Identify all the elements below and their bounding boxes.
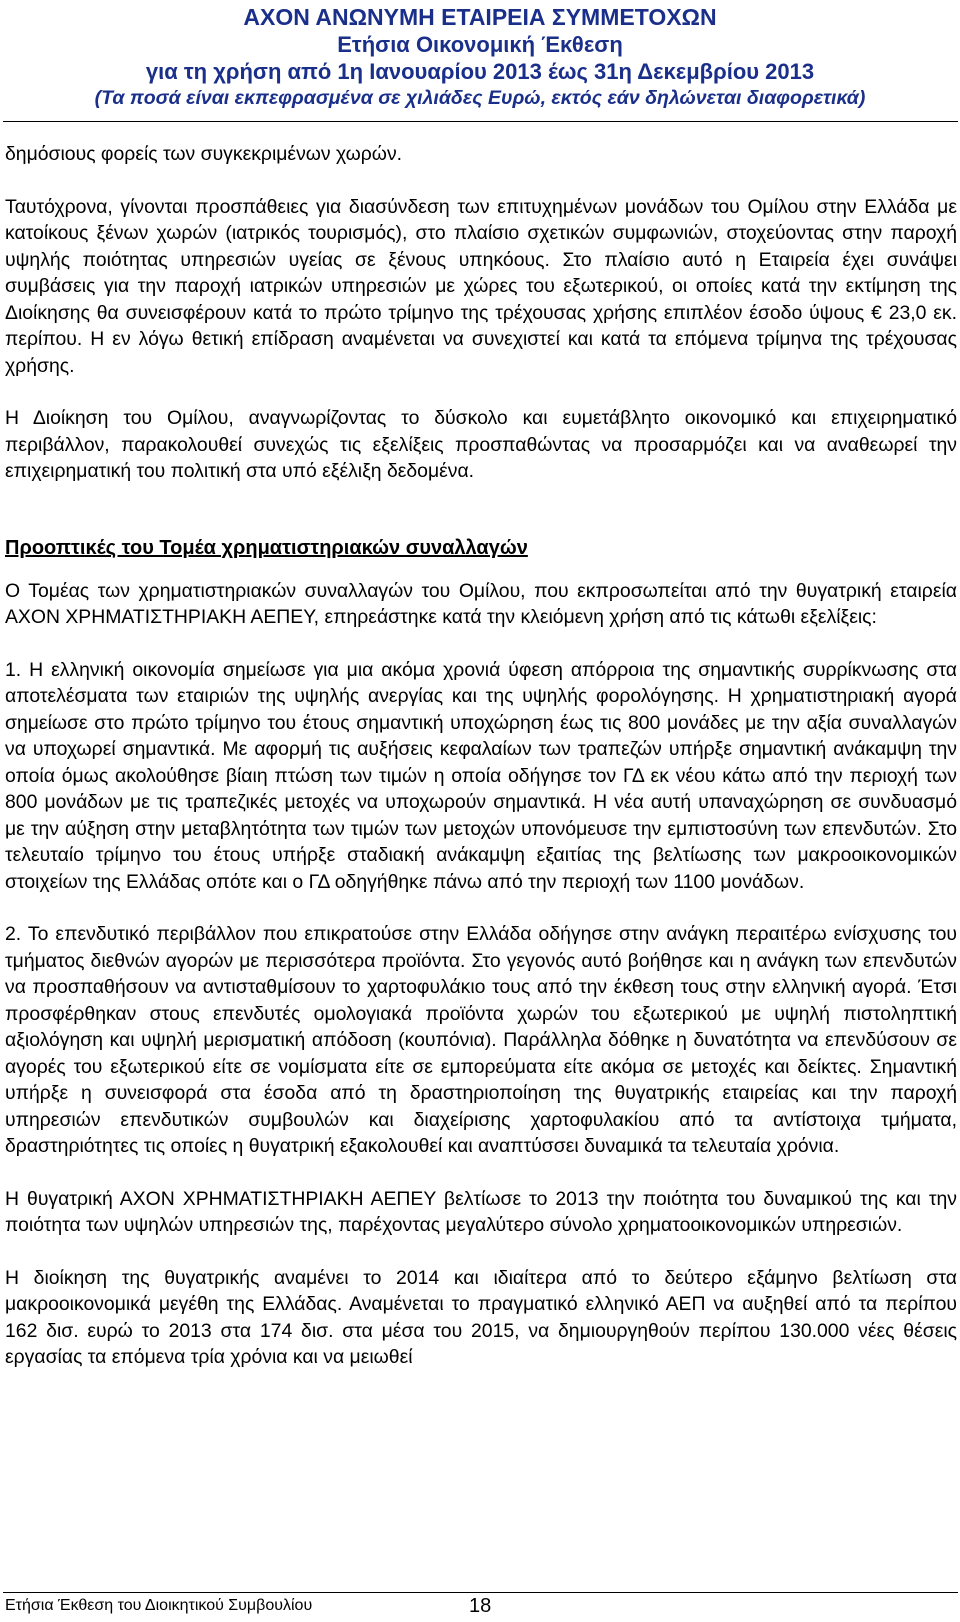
paragraph-management-monitoring: Η Διοίκηση του Ομίλου, αναγνωρίζοντας το δύσκολο και ευμετάβλητο οικονομικό και επιχειρηματικό περιβάλλον, παρακολουθεί συνεχώς τις εξελίξεις προσπαθώντας να προσαρμόζει και να αναθεωρεί την επιχειρηματική του πολιτική στα υπό εξέλιξη δεδομένα. bbox=[5, 407, 957, 482]
company-name: ΑΧΟΝ ΑΝΩΝΥΜΗ ΕΤΑΙΡΕΙΑ ΣΥΜΜΕΤΟΧΩΝ bbox=[243, 4, 717, 30]
paragraph-point-2: 2. Το επενδυτικό περιβάλλον που επικρατούσε στην Ελλάδα οδήγησε στην ανάγκη περαιτέρω ενίσχυσης του τμήματος διεθνών αγορών με περισσότερα προϊόντα. Στο γεγονός αυτό βοήθησε και η ανάγκη των επενδυτών να προσπαθήσουν να αντισταθμίσουν το χαρτοφυλάκιο τους από την έκθεση τους στην ελληνική αγορά. Έτσι προσφέρθηκαν στους επενδυτές ομολογιακά προϊόντα χωρών του εξωτερικού με υψηλή πιστοληπτική αξιολόγηση και υψηλή μερισματική απόδοση (κουπόνια). Παράλληλα δόθηκε η δυνατότητα να επενδύσουν σε αγορές του εξωτερικού είτε σε νομίσματα είτε σε εμπορεύματα είτε ακόμα σε μετοχές και δείκτες. Σημαντική υπήρξε η συνεισφορά στα έσοδα από τη δραστηριοποίηση της θυγατρικής εταιρείας και την παροχή υπηρεσιών επενδυτικών συμβουλών και διαχείρισης χαρτοφυλακίου από τα αντίστοιχα τμήματα, δραστηριότητες τις οποίες η θυγατρική εξακολουθεί και αναπτύσσει δυναμικά τα τελευταία χρόνια. bbox=[5, 923, 957, 1157]
paragraph-continuation: δημόσιους φορείς των συγκεκριμένων χωρών. bbox=[5, 143, 403, 165]
footer-label: Ετήσια Έκθεση του Διοικητικού Συμβουλίου bbox=[5, 1597, 313, 1614]
currency-note: (Τα ποσά είναι εκπεφρασμένα σε χιλιάδες Ευρώ, εκτός εάν δηλώνεται διαφορετικά) bbox=[94, 87, 866, 109]
header-divider bbox=[3, 121, 958, 122]
report-period: για τη χρήση από 1η Ιανουαρίου 2013 έως 31η Δεκεμβρίου 2013 bbox=[145, 59, 815, 84]
report-title: Ετήσια Οικονομική Έκθεση bbox=[337, 32, 623, 57]
paragraph-point-1: 1. Η ελληνική οικονομία σημείωσε για μια ακόμα χρονιά ύφεση απόρροια της σημαντικής συρρίκνωσης στα αποτελέσματα των εταιριών της υψηλής ανεργίας και της υψηλής φορολόγησης. Η χρηματιστηριακή αγορά σημείωσε στο πρώτο τρίμηνο του έτους σημαντική υποχώρηση έως τις 800 μονάδες με την αξία συναλλαγών να υποχωρεί σημαντικά. Με αφορμή τις αυξήσεις κεφαλαίων των τραπεζών υπήρξε σημαντική ανάκαμψη την οποία όμως ακολούθησε βίαιη πτώση των τιμών η οποία οδήγησε τον ΓΔ εκ νέου κάτω από την περιοχή των 800 μονάδων με τις τραπεζικές μετοχές να υποχωρούν σημαντικά. Η νέα αυτή υπαναχώρηση σε συνδυασμό με την αύξηση στην μεταβλητότητα των τιμών των μετοχών υπονόμευσε την εμπιστοσύνη των επενδυτών. Στο τελευταίο τρίμηνο του έτους υπήρξε σταδιακή ανάκαμψη εξαιτίας της βελτίωσης των μακροοικονομικών στοιχείων της Ελλάδας οπότε και ο ΓΔ οδηγήθηκε πάνω από την περιοχή των 1100 μονάδων. bbox=[5, 658, 957, 893]
section-heading: Προοπτικές του Τομέα χρηματιστηριακών συναλλαγών bbox=[5, 536, 528, 559]
page-number: 18 bbox=[469, 1595, 492, 1617]
document-header bbox=[0, 4, 960, 112]
paragraph-subsidiary-improvement: Η θυγατρική ΑΧΟΝ ΧΡΗΜΑΤΙΣΤΗΡΙΑΚΗ ΑΕΠΕΥ βελτίωσε το 2013 την ποιότητα του δυναμικού της και την ποιότητα των υψηλών υπηρεσιών της, παρέχοντας μεγαλύτερο σύνολο χρηματοοικονομικών υπηρεσιών. bbox=[5, 1187, 957, 1236]
paragraph-medical-tourism: Ταυτόχρονα, γίνονται προσπάθειες για διασύνδεση των επιτυχημένων μονάδων του Ομίλου στην Ελλάδα με κατοίκους ξένων χωρών (ιατρικός τουρισμός), στο πλαίσιο σχετικών συμφωνιών, στοχεύοντας στην παροχή υψηλής ποιότητας υπηρεσιών υγείας σε ξένους υπηκόους. Στο πλαίσιο αυτό η Εταιρεία έχει συνάψει συμβάσεις για την παροχή ιατρικών υπηρεσιών με χώρες του εξωτερικού, οι οποίες κατά την εκτίμηση της Διοίκησης θα συνεισφέρουν κατά το πρώτο τρίμηνο της τρέχουσας χρήσης επιπλέον έσοδο ύψους € 23,0 εκ. περίπου. Η εν λόγω θετική επίδραση αναμένεται να συνεχιστεί και κατά τα επόμενα τρίμηνα της τρέχουσας χρήσης. bbox=[5, 195, 957, 377]
page-body bbox=[5, 141, 957, 1371]
paragraph-outlook-2014: Η διοίκηση της θυγατρικής αναμένει το 2014 και ιδιαίτερα από το δεύτερο εξάμηνο βελτίωση στα μακροοικονομικά μεγέθη της Ελλάδας. Αναμένεται το πραγματικό ελληνικό ΑΕΠ να αυξηθεί από τα περίπου 162 δισ. ευρώ το 2013 στα 174 δισ. στα μέσα του 2015, να δημιουργηθούν περίπου 130.000 νέες θέσεις εργασίας τα επόμενα τρία χρόνια και να μειωθεί bbox=[5, 1266, 957, 1368]
footer-divider bbox=[3, 1592, 958, 1593]
paragraph-brokerage-sector: Ο Τομέας των χρηματιστηριακών συναλλαγών του Ομίλου, που εκπροσωπείται από την θυγατρική εταιρεία ΑΧΟΝ ΧΡΗΜΑΤΙΣΤΗΡΙΑΚΗ ΑΕΠΕΥ, επηρεάστηκε κατά την κλειόμενη χρήση από τις κάτωθι εξελίξεις: bbox=[5, 579, 957, 628]
